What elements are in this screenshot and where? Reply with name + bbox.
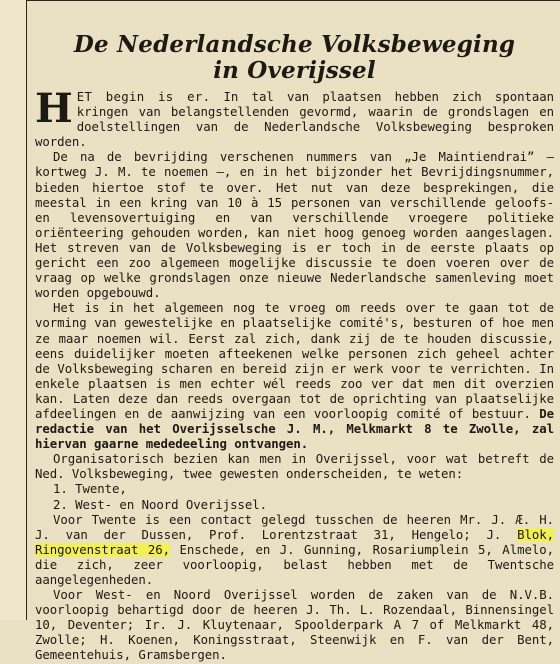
list-item: 2. West- en Noord Overijssel.	[53, 497, 268, 512]
paragraph-5-text-a: Voor Twente is een contact gelegd tusschen de heeren Mr. J. Æ. H. J. van der Dussen, Prof. Lorentzstraat 31, Hengelo; J.	[35, 512, 554, 542]
drop-cap: H	[35, 85, 73, 132]
column-rule-left	[26, 0, 27, 620]
region-list	[35, 482, 554, 512]
paragraph-5-text-b: Enschede, en J. Gunning, Rosariumplein 5, Almelo, die zich, zeer voorloopig, belast hebben met de Twentsche aangelegenheden.	[35, 542, 554, 587]
paragraph-3	[35, 301, 554, 452]
paragraph-4: Organisatorisch bezien kan men in Overijssel, voor wat betreft de Ned. Volksbeweging, twee gewesten onderscheiden, te weten:	[35, 452, 554, 482]
article-body	[35, 85, 554, 664]
article-title	[35, 32, 554, 84]
article	[35, 4, 554, 664]
paragraph-6: Voor West- en Noord Overijssel worden de zaken van de N.V.B. voorloopig behartigd door de heeren J. Th. L. Rozendaal, Binnensingel 10, Deventer; Ir. J. Kluytenaar, Spoolderpark A 7 of Melkmarkt 48, Zwolle; H. Koenen, Koningsstraat, Steenwijk en F. van der Bent, Gemeentehuis, Gramsbergen.	[35, 588, 554, 663]
paragraph-1-text: In tal van plaatsen hebben zich spontaan kringen van belangstellenden gevormd, waarin de grondslagen en doelstellingen van de Nederlandsche Volksbeweging besproken worden.	[35, 90, 554, 150]
paragraph-2: De na de bevrijding verschenen nummers van „Je Maintiendrai” — kortweg J. M. te noemen —, en in het bijzonder het Bevrijdingsnummer, bieden hiertoe stof te over. Het nut van deze besprekingen, die meestal in een kring van 10 à 15 personen van verschillende geloofs- en levensovertuiging en van verschillende vroegere politieke oriënteering gehouden worden, kan niet hoog genoeg worden aangeslagen. Het streven van de Volksbeweging is er toch in de eerste plaats op gericht een zoo algemeen mogelijke discussie te doen voeren over de vraag op welke grondslagen onze nieuwe Nederlandsche samenleving moet worden opgebouwd.	[35, 150, 554, 301]
paragraph-3-text: Het is in het algemeen nog te vroeg om reeds over te gaan tot de vorming van gewestelijke en plaatselijke comité's, besturen of hoe men ze maar noemen wil. Eerst zal zich, dank zij de te houden discussie, eens duidelijker moeten afteekenen welke personen zich geheel achter de Volksbeweging scharen en bereid zijn er werk voor te verrichten. In enkele plaatsen is men echter wél reeds zoo ver dat men dit overzien kan. Laten deze dan reeds overgaan tot de oprichting van plaatselijke afdeelingen en de aanwijzing van een voorloopig comité of bestuur.	[35, 301, 554, 421]
paragraph-3-bold: De redactie van het Overijsselsche J. M., Melkmarkt 8 te Zwolle, zal hiervan gaarne mededeeling ontvangen.	[35, 406, 554, 452]
highlighted-address: Blok, Ringovenstraat 26,	[35, 527, 554, 557]
title-line-1: De Nederlandsche Volksbeweging	[73, 31, 516, 58]
paragraph-1	[35, 85, 554, 150]
lead-in-caps: ET begin is er.	[76, 90, 211, 104]
paragraph-5	[35, 513, 554, 588]
page-margin	[0, 0, 26, 620]
title-line-2: in Overijssel	[213, 57, 376, 84]
list-item: 1. Twente,	[53, 482, 127, 497]
column-rule-top	[26, 0, 560, 1]
